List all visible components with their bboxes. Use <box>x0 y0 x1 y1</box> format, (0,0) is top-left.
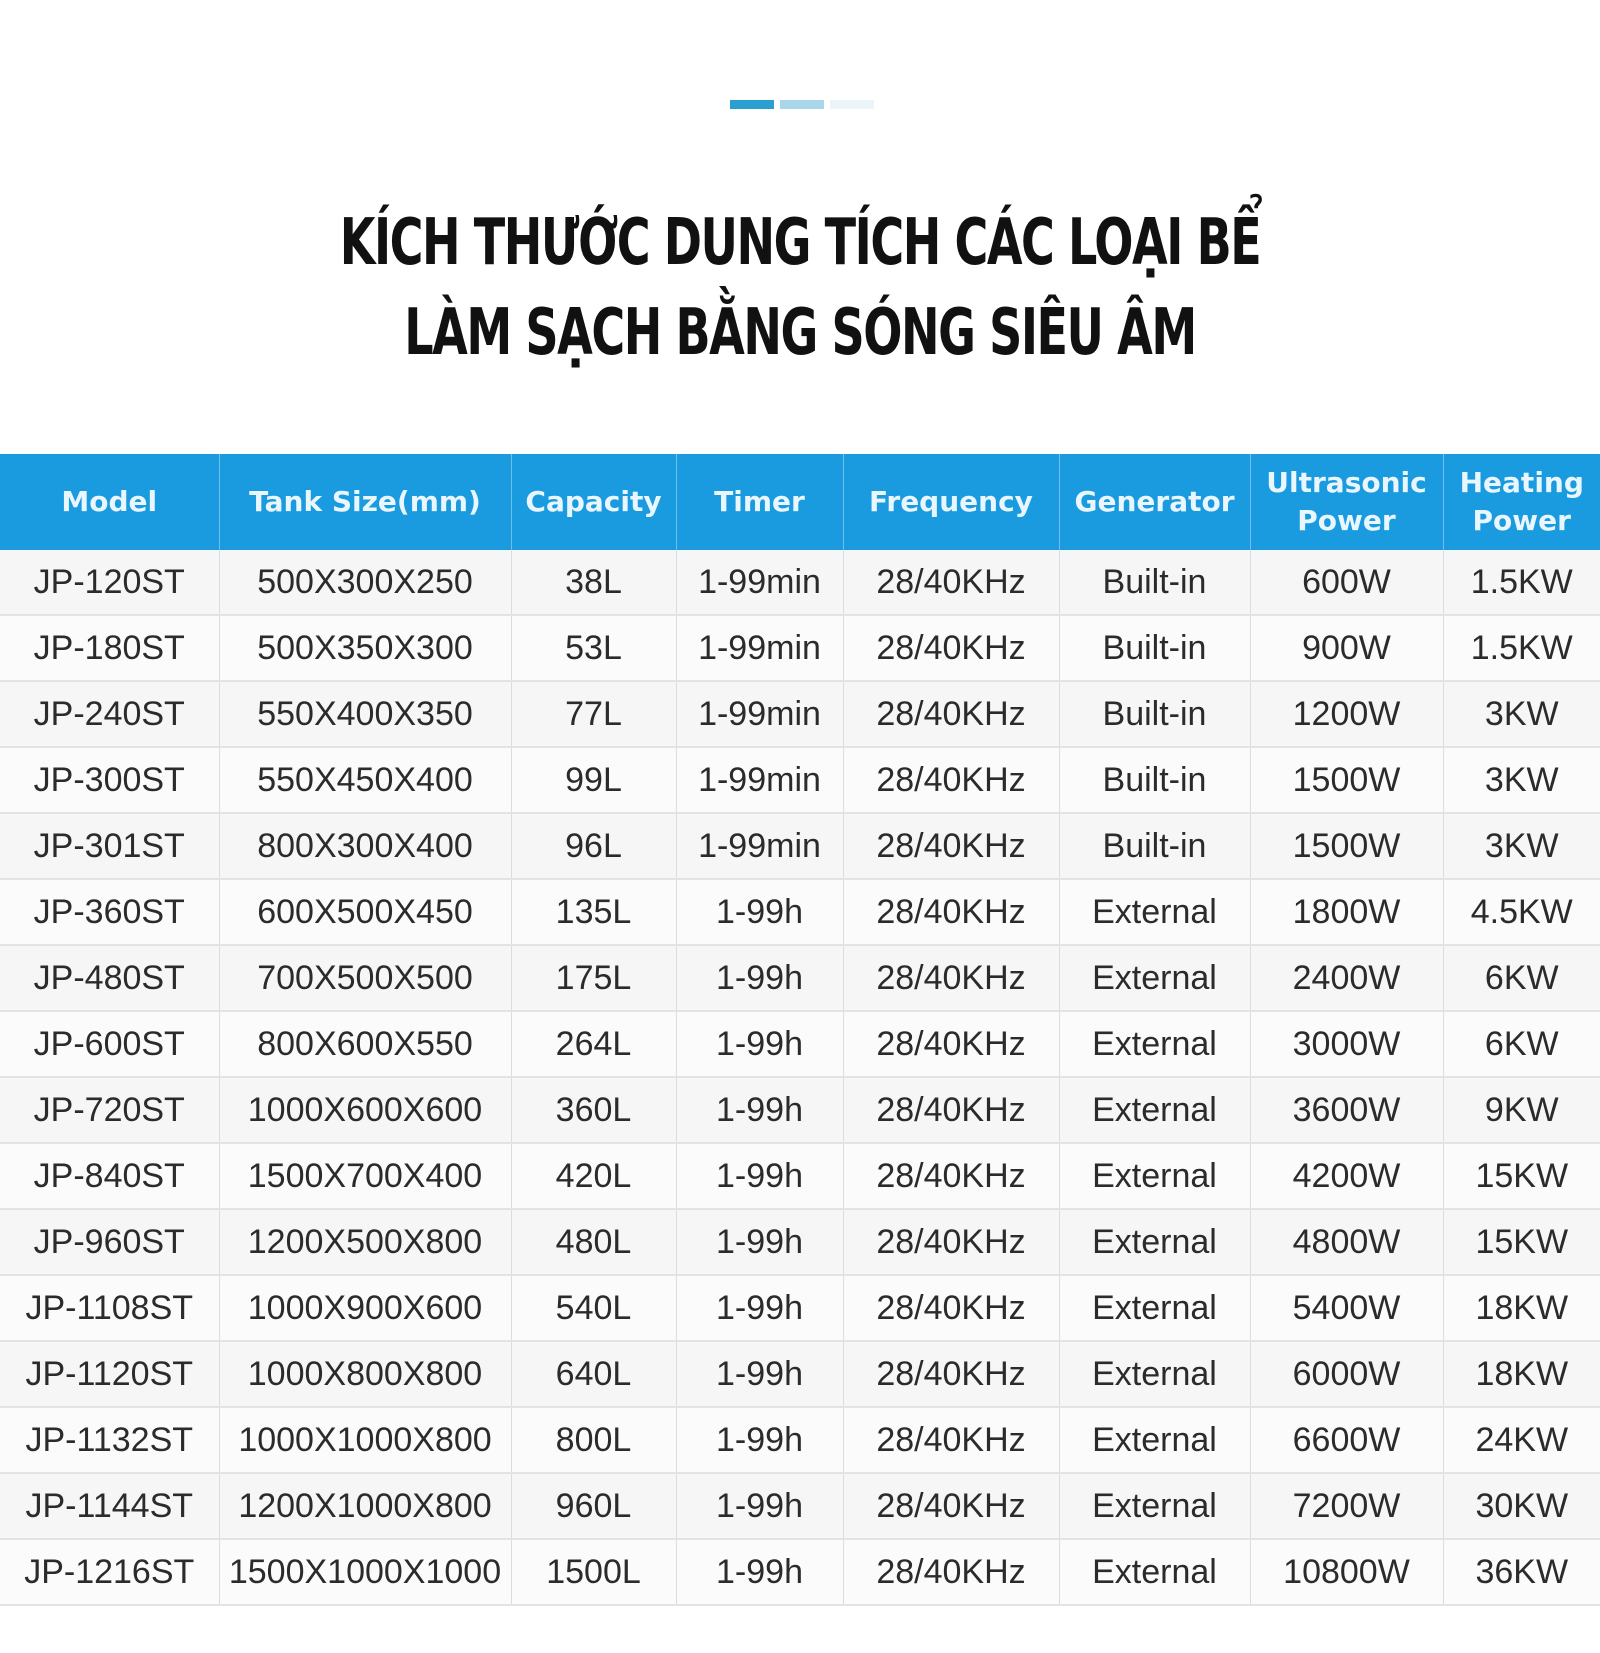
table-cell: Built-in <box>1059 813 1250 879</box>
table-cell: 28/40KHz <box>843 1473 1059 1539</box>
table-cell: 1.5KW <box>1443 550 1600 615</box>
spec-table <box>0 454 1600 1606</box>
table-cell: 1-99min <box>676 550 843 615</box>
table-cell: 3KW <box>1443 747 1600 813</box>
table-cell: 28/40KHz <box>843 681 1059 747</box>
table-cell: JP-180ST <box>0 615 219 681</box>
table-cell: 264L <box>511 1011 676 1077</box>
column-header: Ultrasonic Power <box>1250 454 1443 550</box>
table-cell: JP-720ST <box>0 1077 219 1143</box>
table-cell: 15KW <box>1443 1209 1600 1275</box>
table-cell: 700X500X500 <box>219 945 511 1011</box>
table-cell: 1500L <box>511 1539 676 1605</box>
table-cell: 6000W <box>1250 1341 1443 1407</box>
table-cell: 1-99h <box>676 945 843 1011</box>
table-cell: 1500X1000X1000 <box>219 1539 511 1605</box>
table-cell: JP-300ST <box>0 747 219 813</box>
table-cell: 360L <box>511 1077 676 1143</box>
table-cell: 5400W <box>1250 1275 1443 1341</box>
column-header: Frequency <box>843 454 1059 550</box>
table-cell: 1000X600X600 <box>219 1077 511 1143</box>
table-cell: 28/40KHz <box>843 1011 1059 1077</box>
column-header: Capacity <box>511 454 676 550</box>
table-cell: 38L <box>511 550 676 615</box>
table-cell: 1-99h <box>676 1341 843 1407</box>
table-row <box>0 1011 1600 1077</box>
table-cell: 550X400X350 <box>219 681 511 747</box>
table-cell: 500X300X250 <box>219 550 511 615</box>
column-header: Generator <box>1059 454 1250 550</box>
table-row <box>0 1077 1600 1143</box>
table-cell: 3KW <box>1443 681 1600 747</box>
table-row <box>0 615 1600 681</box>
table-cell: JP-1108ST <box>0 1275 219 1341</box>
table-cell: Built-in <box>1059 615 1250 681</box>
table-row <box>0 1275 1600 1341</box>
table-cell: 1-99h <box>676 1407 843 1473</box>
table-cell: 1500X700X400 <box>219 1143 511 1209</box>
table-cell: 800X600X550 <box>219 1011 511 1077</box>
table-cell: 540L <box>511 1275 676 1341</box>
table-cell: 1-99min <box>676 615 843 681</box>
table-cell: 500X350X300 <box>219 615 511 681</box>
table-cell: 1.5KW <box>1443 615 1600 681</box>
table-cell: External <box>1059 1209 1250 1275</box>
table-row <box>0 747 1600 813</box>
table-row <box>0 681 1600 747</box>
table-cell: 18KW <box>1443 1275 1600 1341</box>
column-header: Model <box>0 454 219 550</box>
table-cell: 10800W <box>1250 1539 1443 1605</box>
table-cell: 24KW <box>1443 1407 1600 1473</box>
table-cell: External <box>1059 1011 1250 1077</box>
column-header: Tank Size(mm) <box>219 454 511 550</box>
table-cell: 600W <box>1250 550 1443 615</box>
table-row <box>0 1143 1600 1209</box>
table-cell: 4800W <box>1250 1209 1443 1275</box>
table-row <box>0 813 1600 879</box>
table-header-row <box>0 454 1600 550</box>
table-cell: JP-1216ST <box>0 1539 219 1605</box>
table-cell: 15KW <box>1443 1143 1600 1209</box>
table-cell: 53L <box>511 615 676 681</box>
column-header: Heating Power <box>1443 454 1600 550</box>
table-cell: Built-in <box>1059 681 1250 747</box>
table-cell: External <box>1059 1473 1250 1539</box>
table-cell: 99L <box>511 747 676 813</box>
table-cell: JP-1120ST <box>0 1341 219 1407</box>
title-line-2: LÀM SẠCH BẰNG SÓNG SIÊU ÂM <box>404 296 1196 370</box>
table-cell: 6600W <box>1250 1407 1443 1473</box>
table-cell: 800X300X400 <box>219 813 511 879</box>
table-cell: 28/40KHz <box>843 1209 1059 1275</box>
table-cell: 36KW <box>1443 1539 1600 1605</box>
table-cell: 28/40KHz <box>843 1143 1059 1209</box>
table-body <box>0 550 1600 1605</box>
table-cell: 2400W <box>1250 945 1443 1011</box>
table-cell: 1-99h <box>676 1077 843 1143</box>
table-cell: 28/40KHz <box>843 747 1059 813</box>
table-cell: 640L <box>511 1341 676 1407</box>
table-cell: 28/40KHz <box>843 1341 1059 1407</box>
table-cell: 1500W <box>1250 813 1443 879</box>
table-cell: 28/40KHz <box>843 1275 1059 1341</box>
table-cell: 1200X500X800 <box>219 1209 511 1275</box>
table-cell: External <box>1059 1143 1250 1209</box>
table-cell: 1000X800X800 <box>219 1341 511 1407</box>
table-cell: 800L <box>511 1407 676 1473</box>
table-cell: Built-in <box>1059 747 1250 813</box>
column-header: Timer <box>676 454 843 550</box>
carousel-dot[interactable] <box>780 100 824 109</box>
table-cell: 28/40KHz <box>843 945 1059 1011</box>
table-cell: External <box>1059 1275 1250 1341</box>
table-cell: 1-99h <box>676 1539 843 1605</box>
table-row <box>0 1209 1600 1275</box>
table-cell: JP-960ST <box>0 1209 219 1275</box>
table-cell: 7200W <box>1250 1473 1443 1539</box>
table-row <box>0 1341 1600 1407</box>
table-cell: 1000X900X600 <box>219 1275 511 1341</box>
table-cell: External <box>1059 1407 1250 1473</box>
table-cell: 4200W <box>1250 1143 1443 1209</box>
table-cell: 28/40KHz <box>843 1077 1059 1143</box>
table-cell: 18KW <box>1443 1341 1600 1407</box>
table-cell: JP-360ST <box>0 879 219 945</box>
table-cell: Built-in <box>1059 550 1250 615</box>
table-cell: 77L <box>511 681 676 747</box>
table-cell: JP-1144ST <box>0 1473 219 1539</box>
table-cell: 960L <box>511 1473 676 1539</box>
table-cell: 1-99min <box>676 681 843 747</box>
table-cell: JP-1132ST <box>0 1407 219 1473</box>
table-cell: 1-99h <box>676 1011 843 1077</box>
table-row <box>0 550 1600 615</box>
table-cell: External <box>1059 1539 1250 1605</box>
table-cell: 6KW <box>1443 1011 1600 1077</box>
table-cell: JP-480ST <box>0 945 219 1011</box>
table-cell: 28/40KHz <box>843 879 1059 945</box>
carousel-indicator <box>730 100 874 109</box>
table-cell: 28/40KHz <box>843 550 1059 615</box>
table-cell: 1-99min <box>676 747 843 813</box>
table-cell: JP-240ST <box>0 681 219 747</box>
table-cell: 28/40KHz <box>843 615 1059 681</box>
table-cell: 480L <box>511 1209 676 1275</box>
table-row <box>0 1473 1600 1539</box>
table-cell: 28/40KHz <box>843 813 1059 879</box>
table-cell: 28/40KHz <box>843 1539 1059 1605</box>
table-cell: 3000W <box>1250 1011 1443 1077</box>
table-row <box>0 1407 1600 1473</box>
table-row <box>0 879 1600 945</box>
table-cell: 6KW <box>1443 945 1600 1011</box>
table-cell: 135L <box>511 879 676 945</box>
table-cell: External <box>1059 945 1250 1011</box>
table-row <box>0 1539 1600 1605</box>
table-cell: 1-99h <box>676 879 843 945</box>
page-title <box>224 198 1376 378</box>
table-cell: 1500W <box>1250 747 1443 813</box>
table-cell: External <box>1059 1341 1250 1407</box>
title-line-1: KÍCH THƯỚC DUNG TÍCH CÁC LOẠI BỂ <box>339 206 1261 280</box>
table-cell: 1-99min <box>676 813 843 879</box>
table-cell: JP-301ST <box>0 813 219 879</box>
table-cell: 600X500X450 <box>219 879 511 945</box>
table-cell: 96L <box>511 813 676 879</box>
table-cell: 4.5KW <box>1443 879 1600 945</box>
table-cell: JP-840ST <box>0 1143 219 1209</box>
table-cell: 28/40KHz <box>843 1407 1059 1473</box>
table-cell: 3600W <box>1250 1077 1443 1143</box>
table-row <box>0 945 1600 1011</box>
table-cell: 420L <box>511 1143 676 1209</box>
table-cell: 1200W <box>1250 681 1443 747</box>
table-cell: 1-99h <box>676 1275 843 1341</box>
table-cell: 900W <box>1250 615 1443 681</box>
table-cell: External <box>1059 879 1250 945</box>
table-cell: JP-600ST <box>0 1011 219 1077</box>
table-cell: 1800W <box>1250 879 1443 945</box>
table-cell: 175L <box>511 945 676 1011</box>
table-cell: 1-99h <box>676 1209 843 1275</box>
table-cell: 30KW <box>1443 1473 1600 1539</box>
table-cell: External <box>1059 1077 1250 1143</box>
table-cell: 1200X1000X800 <box>219 1473 511 1539</box>
table-cell: JP-120ST <box>0 550 219 615</box>
table-cell: 1000X1000X800 <box>219 1407 511 1473</box>
table-cell: 550X450X400 <box>219 747 511 813</box>
carousel-dot-active[interactable] <box>730 100 774 109</box>
table-cell: 1-99h <box>676 1473 843 1539</box>
carousel-dot[interactable] <box>830 100 874 109</box>
table-cell: 3KW <box>1443 813 1600 879</box>
table-cell: 1-99h <box>676 1143 843 1209</box>
table-cell: 9KW <box>1443 1077 1600 1143</box>
